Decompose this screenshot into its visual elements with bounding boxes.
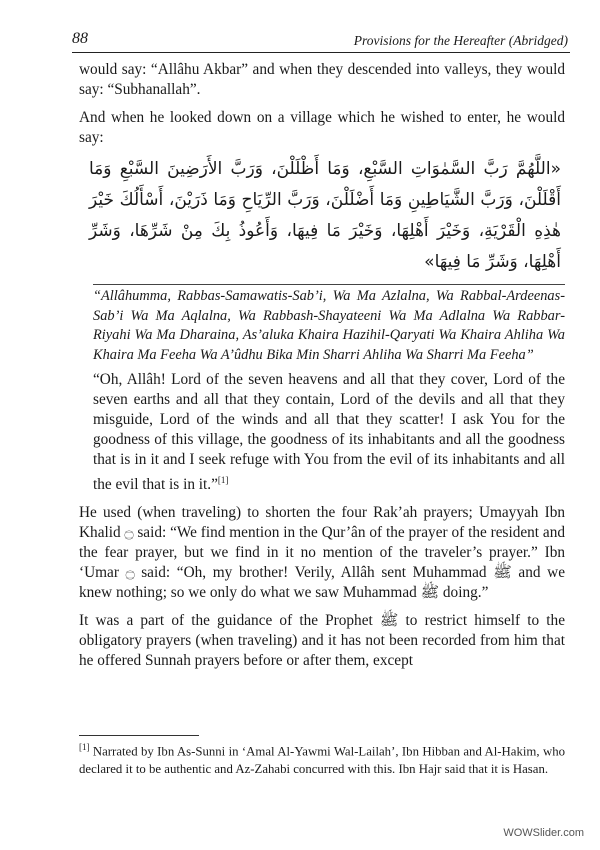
paragraph-3: He used (when traveling) to shorten the four Rak’ah prayers; Umayyah Ibn Khalid ۝ said: “We find mention in the Qur’ân of the prayer of the resident and the fear prayer, but we find in it no mention of the traveler’s prayer.” Ibn ‘Umar ۝ said: “Oh, my brother! Verily, Allâh sent Muhammad ﷺ and we knew nothing; so we only do what we saw Muhammad ﷺ doing.” xyxy=(79,504,566,602)
arabic-supplication: «اللَّهُمَّ رَبَّ السَّمٰوَاتِ السَّبْعِ، وَمَا أَظْلَلْنَ، وَرَبَّ الأَرَضِينَ السَّبْعِ وَمَا أَقْلَلْنَ، وَرَبَّ الشَّيَاطِينِ وَمَا أَضْلَلْنَ، وَرَبَّ الرِّيَاحِ وَمَا ذَرَيْنَ، أَسْأَلُكَ خَيْرَ هٰذِهِ الْقَرْيَةِ، وَخَيْرَ أَهْلِهَا، وَخَيْرَ مَا فِيهَا، وَأَعُوذُ بِكَ مِنْ شَرِّهَا، وَشَرِّ أَهْلِهَا، وَشَرِّ مَا فِيهَا» xyxy=(89,159,561,272)
footnote-text: Narrated by Ibn As-Sunni in ‘Amal Al-Yawmi Wal-Lailah’, Ibn Hibban and Al-Hakim, who declared it to be authentic and Az-Zahabi concurred with this. Ibn Hajr said that it is Hasan. xyxy=(79,744,565,777)
paragraph-4: It was a part of the guidance of the Prophet ﷺ to restrict himself to the obligatory prayers (when traveling) and it has not been recorded from him that he offered Sunnah prayers before or after them, except xyxy=(79,612,565,670)
watermark: WOWSlider.com xyxy=(503,827,584,839)
page-header xyxy=(72,30,570,53)
page-number: 88 xyxy=(72,30,88,47)
running-title: Provisions for the Hereafter (Abridged) xyxy=(353,33,568,48)
footnote xyxy=(79,738,565,778)
footnote-reference: [1] xyxy=(217,475,229,486)
transliteration: “Allâhumma, Rabbas-Samawatis-Sab’i, Wa Ma Azlalna, Wa Rabbal-Ardeenas-Sab’i Wa Ma Aqlalna, Wa Rabbash-Shayateeni Wa Ma Adlalna Wa Rabbar-Riyahi Wa Ma Dharaina, As’aluka Khaira Hazihil-Qaryati Wa Khaira Ahliha Wa Khaira Ma Feeha Wa A’ûdhu Bika Min Sharri Ahliha Wa Sharri Ma Feeha” xyxy=(93,284,565,365)
translation xyxy=(93,370,565,495)
paragraph-2: And when he looked down on a village which he wished to enter, he would say: xyxy=(79,109,565,146)
footnote-marker: [1] xyxy=(79,742,90,752)
translation-text: “Oh, Allâh! Lord of the seven heavens and all that they cover, Lord of the seven earths and all that they contain, Lord of the devils and all that they misguide, Lord of the winds and all that they scatter! I ask You for the goodness of this village, the goodness of its inhabitants and all the goodness that is in it and I seek refuge with You from the evil of its inhabitants and all the evil that is in it.” xyxy=(93,371,565,494)
paragraph-1: would say: “Allâhu Akbar” and when they descended into valleys, they would say: “Subhanallah”. xyxy=(79,61,565,98)
page-body xyxy=(79,60,565,671)
footnote-divider xyxy=(79,735,199,736)
